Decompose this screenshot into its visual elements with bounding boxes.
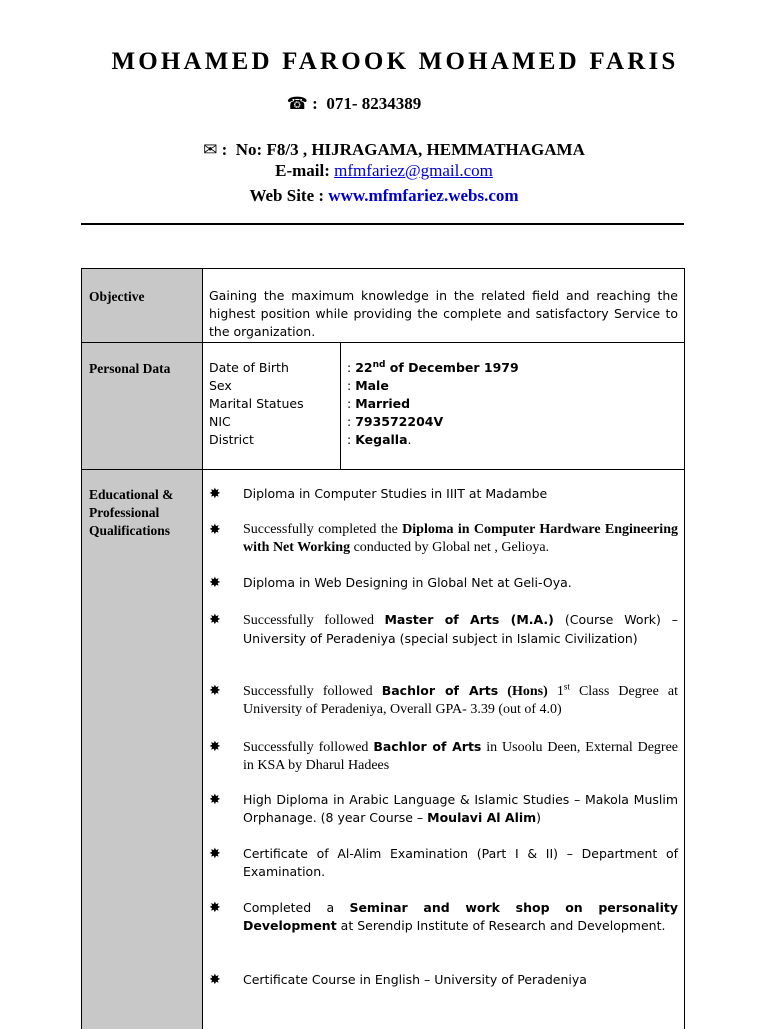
district-label: District [209, 432, 254, 447]
row-divider-objective [82, 342, 684, 343]
resume-name: MOHAMED FAROOK MOHAMED FARIS [111, 48, 679, 75]
email-link[interactable]: mfmfariez@gmail.com [334, 161, 493, 180]
district-value: : Kegalla. [347, 432, 412, 447]
qualification-text: Successfully followed Bachlor of Arts (Hons) 1st Class Degree at University of Peradeniya, Overall GPA- 3.39 (out of 4.0) [243, 681, 678, 717]
qualification-item [204, 971, 678, 989]
phone-separator: : [312, 94, 318, 113]
education-label: Educational & Professional Qualifications [89, 487, 174, 538]
asterisk-bullet-icon: ✸ [209, 792, 221, 808]
row-divider-personal [82, 469, 684, 470]
dob-value: : 22nd of December 1979 [347, 359, 519, 375]
address-line [10, 140, 768, 160]
qualification-text: High Diploma in Arabic Language & Islamic Studies – Makola Muslim Orphanage. (8 year Course – Moulavi Al Alim) [243, 792, 678, 825]
asterisk-bullet-icon: ✸ [209, 612, 221, 628]
qualification-item [204, 845, 678, 881]
asterisk-bullet-icon: ✸ [209, 972, 221, 988]
personal-data-values [347, 359, 519, 449]
asterisk-bullet-icon: ✸ [209, 683, 221, 699]
website-link[interactable]: www.mfmfariez.webs.com [328, 186, 519, 205]
objective-label: Objective [89, 289, 145, 304]
qualification-item [204, 611, 678, 648]
sex-value: : Male [347, 378, 389, 393]
phone-line [0, 94, 738, 114]
qualification-text: Successfully completed the Diploma in Computer Hardware Engineering with Net Working conducted by Global net , Gelioya. [243, 522, 678, 555]
personal-data-column-divider [340, 342, 341, 469]
email-label: E-mail: [275, 161, 330, 180]
qualification-item [204, 899, 678, 935]
qualification-text: Diploma in Web Designing in Global Net at Geli-Oya. [243, 575, 572, 590]
qualification-item [204, 738, 678, 775]
asterisk-bullet-icon: ✸ [209, 522, 221, 538]
asterisk-bullet-icon: ✸ [209, 575, 221, 591]
personal-data-label: Personal Data [89, 361, 171, 376]
qualification-text: Diploma in Computer Studies in IIIT at Madambe [243, 486, 548, 501]
asterisk-bullet-icon: ✸ [209, 846, 221, 862]
address-separator: : [221, 140, 228, 159]
marital-label: Marital Statues [209, 396, 304, 411]
qualification-item [204, 791, 678, 827]
qualification-item [204, 574, 678, 592]
asterisk-bullet-icon: ✸ [209, 739, 221, 755]
qualification-text: Completed a Seminar and work shop on personality Development at Serendip Institute of Research and Development. [243, 900, 678, 933]
dob-label: Date of Birth [209, 360, 289, 375]
asterisk-bullet-icon: ✸ [209, 900, 221, 916]
section-label-column [82, 269, 203, 1029]
nic-value: : 793572204V [347, 414, 444, 429]
qualification-text: Certificate Course in English – University of Peradeniya [243, 972, 587, 987]
header-divider [81, 223, 684, 225]
nic-label: NIC [209, 414, 231, 429]
asterisk-bullet-icon: ✸ [209, 486, 221, 502]
qualification-text: Certificate of Al-Alim Examination (Part I & II) – Department of Examination. [243, 846, 678, 879]
qualification-item [204, 521, 678, 557]
email-line [0, 161, 768, 181]
envelope-icon: ✉ [203, 140, 218, 160]
website-label: Web Site : [249, 186, 325, 205]
sex-label: Sex [209, 378, 232, 393]
qualification-item [204, 682, 678, 719]
resume-table [81, 268, 685, 1029]
personal-data-labels [209, 359, 304, 449]
address-text: No: F8/3 , HIJRAGAMA, HEMMATHAGAMA [235, 140, 585, 159]
phone-number: 071- 8234389 [326, 94, 422, 113]
qualification-item [204, 485, 678, 503]
qualification-text: Successfully followed Master of Arts (M.A.) (Course Work) – University of Peradeniya (special subject in Islamic Civilization) [243, 612, 679, 646]
objective-text: Gaining the maximum knowledge in the related field and reaching the highest position while providing the complete and satisfactory Service to the organization. [209, 288, 678, 339]
qualification-text: Successfully followed Bachlor of Arts in Usoolu Deen, External Degree in KSA by Dharul Hadees [243, 739, 679, 773]
website-line [0, 186, 768, 206]
marital-value: : Married [347, 396, 411, 411]
telephone-icon: ☎ [286, 94, 308, 114]
